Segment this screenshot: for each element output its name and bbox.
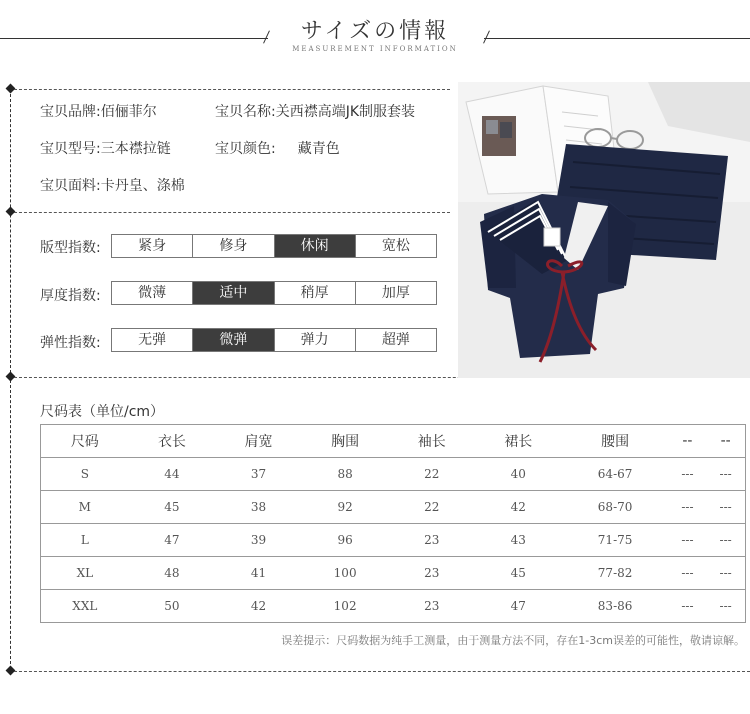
- col-header: 裙长: [504, 434, 533, 450]
- table-row: [41, 557, 746, 590]
- size-table-caption: 尺码表（单位/cm）: [40, 404, 165, 420]
- table-cell: 38: [215, 491, 302, 524]
- table-cell: 83-86: [562, 590, 669, 623]
- col-header: 袖长: [417, 434, 446, 450]
- table-cell: S: [41, 458, 129, 491]
- fit-index-label: 版型指数:: [40, 240, 101, 256]
- table-cell: 37: [215, 458, 302, 491]
- thickness-index-label: 厚度指数:: [40, 288, 101, 304]
- thickness-option: 适中: [192, 282, 273, 304]
- measurement-note: 误差提示：尺码数据为纯手工测量，由于测量方法不同，存在1-3cm误差的可能性，敬请谅解。: [281, 634, 745, 647]
- table-cell: 100: [302, 557, 389, 590]
- table-cell: XL: [41, 557, 129, 590]
- col-header: 胸围: [331, 434, 360, 450]
- table-cell: 50: [129, 590, 216, 623]
- table-cell: ---: [706, 458, 745, 491]
- divider-1: [14, 89, 450, 90]
- table-cell: 88: [302, 458, 389, 491]
- table-cell: ---: [706, 590, 745, 623]
- table-cell: ---: [669, 590, 707, 623]
- table-cell: ---: [706, 557, 745, 590]
- table-cell: 96: [302, 524, 389, 557]
- product-photo-illustration: [458, 82, 750, 378]
- model-value: 三本襟拉链: [100, 141, 171, 157]
- table-cell: 23: [388, 524, 475, 557]
- color-value: 藏青色: [297, 141, 340, 157]
- thickness-option: 加厚: [355, 282, 436, 304]
- table-cell: 43: [475, 524, 562, 557]
- page-subtitle: MEASUREMENT INFORMATION: [292, 45, 458, 53]
- fabric-info: [40, 175, 185, 195]
- fit-option: 休闲: [274, 235, 355, 257]
- table-cell: 23: [388, 590, 475, 623]
- table-row: [41, 491, 746, 524]
- table-cell: 92: [302, 491, 389, 524]
- table-cell: L: [41, 524, 129, 557]
- size-table-body: [41, 458, 746, 623]
- elasticity-index-label: 弹性指数:: [40, 335, 101, 351]
- col-header: 腰围: [601, 434, 630, 450]
- thickness-index-scale: [111, 281, 437, 305]
- name-label: 宝贝名称:: [215, 104, 276, 120]
- page-title: サイズの情報: [300, 19, 450, 44]
- brand-label: 宝贝品牌:: [40, 104, 101, 120]
- table-row: [41, 524, 746, 557]
- table-cell: ---: [706, 491, 745, 524]
- col-header: 肩宽: [244, 434, 273, 450]
- table-cell: 102: [302, 590, 389, 623]
- fit-option: 宽松: [355, 235, 436, 257]
- thickness-option: 微薄: [138, 285, 167, 301]
- fit-index-scale: [111, 234, 437, 258]
- col-header: 衣长: [157, 434, 186, 450]
- divider-2: [14, 212, 450, 213]
- table-cell: ---: [669, 557, 707, 590]
- table-cell: 45: [475, 557, 562, 590]
- table-row: [41, 590, 746, 623]
- fabric-label: 宝贝面料:: [40, 178, 101, 194]
- table-cell: 42: [215, 590, 302, 623]
- table-cell: 23: [388, 557, 475, 590]
- elasticity-option: 超弹: [355, 329, 436, 351]
- elasticity-option: 无弹: [138, 332, 167, 348]
- name-info: [215, 101, 415, 121]
- table-cell: 41: [215, 557, 302, 590]
- product-photo: [458, 82, 750, 378]
- model-label: 宝贝型号:: [40, 141, 101, 157]
- table-cell: ---: [669, 458, 707, 491]
- table-cell: ---: [706, 524, 745, 557]
- name-value: 关西襟高端JK制服套装: [275, 104, 416, 120]
- table-cell: ---: [669, 524, 707, 557]
- elasticity-option: 微弹: [192, 329, 273, 351]
- elasticity-option: 弹力: [274, 329, 355, 351]
- model-info: [40, 138, 171, 158]
- brand-info: [40, 101, 157, 121]
- table-cell: 22: [388, 458, 475, 491]
- color-label: 宝贝颜色:: [215, 141, 276, 157]
- table-cell: 68-70: [562, 491, 669, 524]
- fit-option: 紧身: [138, 238, 167, 254]
- col-header: 尺码: [70, 434, 99, 450]
- table-cell: 42: [475, 491, 562, 524]
- table-cell: XXL: [41, 590, 129, 623]
- table-cell: 45: [129, 491, 216, 524]
- col-header: --: [682, 433, 693, 449]
- table-cell: 44: [129, 458, 216, 491]
- table-cell: 39: [215, 524, 302, 557]
- table-cell: 22: [388, 491, 475, 524]
- elasticity-index-scale: [111, 328, 437, 352]
- brand-value: 佰俪菲尔: [100, 104, 157, 120]
- table-cell: M: [41, 491, 129, 524]
- thickness-option: 稍厚: [274, 282, 355, 304]
- table-row: [41, 458, 746, 491]
- table-cell: 77-82: [562, 557, 669, 590]
- table-cell: 48: [129, 557, 216, 590]
- divider-4: [14, 671, 750, 672]
- size-table-header: [41, 425, 746, 458]
- size-table: [40, 424, 746, 623]
- table-cell: ---: [669, 491, 707, 524]
- table-cell: 64-67: [562, 458, 669, 491]
- table-cell: 40: [475, 458, 562, 491]
- table-cell: 47: [475, 590, 562, 623]
- col-header: --: [720, 433, 731, 449]
- table-cell: 71-75: [562, 524, 669, 557]
- table-cell: 47: [129, 524, 216, 557]
- fit-option: 修身: [192, 235, 273, 257]
- fabric-value: 卡丹皇、涤棉: [100, 178, 185, 194]
- color-info: [215, 138, 340, 158]
